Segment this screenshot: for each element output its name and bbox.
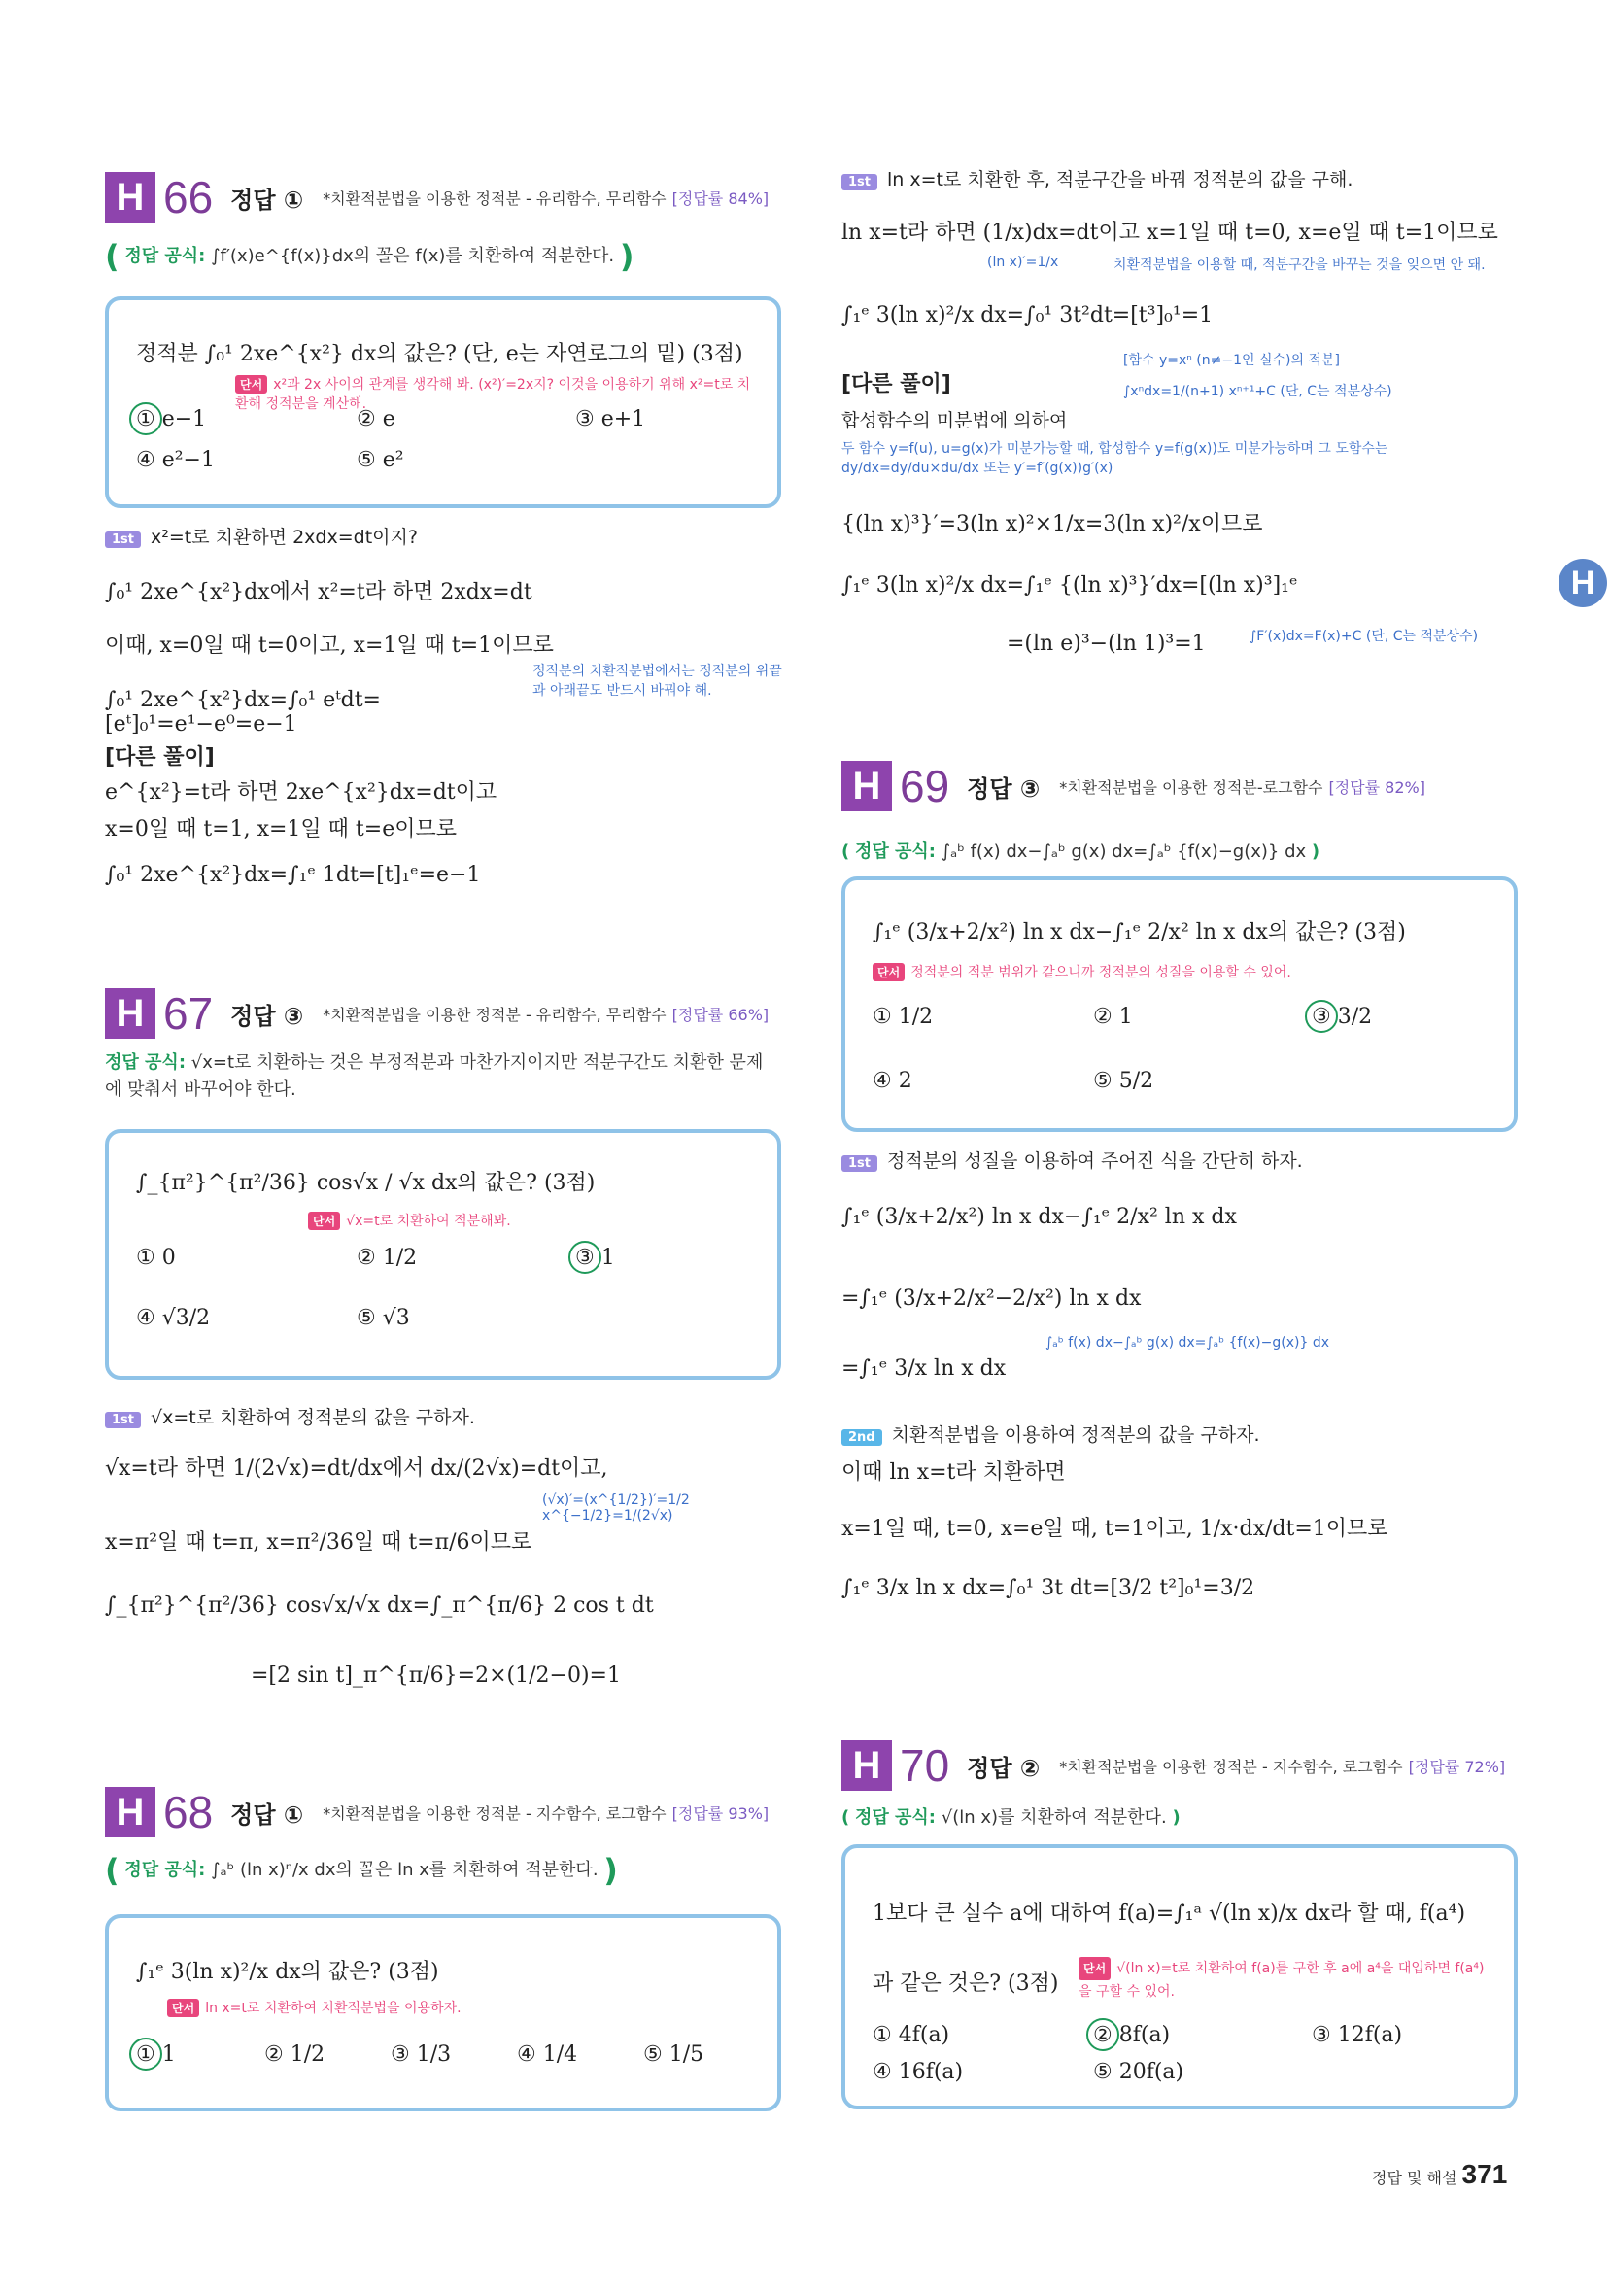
hint: 단서 ln x=t로 치환하여 치환적분법을 이용하자.	[167, 1998, 750, 2017]
accuracy-rate: [정답률 93%]	[671, 1803, 770, 1823]
option-2[interactable]: ② 1	[1093, 1005, 1133, 1029]
hint: 단서 √(ln x)=t로 치환하여 f(a)를 구한 후 a에 a⁴을 대입하면 f(a⁴)을 구할 수 있어.	[1079, 1957, 1487, 2003]
topic-label: *치환적분법을 이용한 정적분 - 지수함수, 로그함수	[323, 1803, 667, 1823]
option-5[interactable]: ⑤ 1/5	[643, 2042, 704, 2067]
hint: 단서 √x=t로 치환하여 적분해봐.	[308, 1211, 755, 1230]
solution-line: ∫₀¹ 2xe^{x²}dx=∫₀¹ eᵗdt=[eᵗ]₀¹=e¹−e⁰=e−1	[105, 688, 381, 737]
answer-formula: ( 정답 공식: ∫f′(x)e^{f(x)}dx의 꼴은 f(x)를 치환하여 적분한다. )	[105, 238, 634, 275]
question-box	[105, 296, 781, 508]
answer-label: 정답 ③	[967, 774, 1041, 803]
solution-note: [함수 y=xⁿ (n≠−1인 실수)의 적분]	[1123, 353, 1340, 368]
question-text: 정적분 ∫₀¹ 2xe^{x²} dx의 값은? (단, e는 자연로그의 밑) (3점)	[136, 342, 743, 366]
solution-line: =[2 sin t]_π^{π/6}=2×(1/2−0)=1	[251, 1663, 621, 1688]
solution-line: √x=t라 하면 1/(2√x)=dt/dx에서 dx/(2√x)=dt이고,	[105, 1456, 608, 1481]
solution-line: ∫₀¹ 2xe^{x²}dx에서 x²=t라 하면 2xdx=dt	[105, 580, 532, 604]
question-box	[841, 1844, 1518, 2109]
option-5[interactable]: ⑤ √3	[357, 1306, 410, 1330]
option-1[interactable]: ① 4f(a)	[873, 2023, 950, 2047]
solution-line: x=1일 때, t=0, x=e일 때, t=1이고, 1/x·dx/dt=1이므로	[841, 1517, 1388, 1541]
problem-badge: H	[841, 1740, 892, 1791]
problem-68-header	[105, 1786, 785, 1838]
problem-number: 68	[163, 1787, 214, 1837]
alt-solution-line: ∫₁ᵉ 3(ln x)²/x dx=∫₁ᵉ {(ln x)³}′dx=[(ln x)³]₁ᵉ	[841, 573, 1298, 598]
problem-badge: H	[105, 1787, 155, 1837]
hint: 단서 x²과 2x 사이의 관계를 생각해 봐. (x²)′=2x지? 이것을 이용하기 위해 x²=t로 치환해 정적분을 계산해.	[235, 377, 751, 412]
solution-note: ∫xⁿdx=1/(n+1) xⁿ⁺¹+C (단, C는 적분상수)	[1123, 384, 1392, 399]
option-3[interactable]: ③ 1/3	[391, 2042, 452, 2067]
solution-line: =∫₁ᵉ (3/x+2/x²−2/x²) ln x dx	[841, 1286, 1142, 1311]
option-3[interactable]: ③ e+1	[575, 407, 646, 431]
option-4[interactable]: ④ e²−1	[136, 448, 215, 472]
solution-line: ∫₁ᵉ (3/x+2/x²) ln x dx−∫₁ᵉ 2/x² ln x dx	[841, 1205, 1237, 1229]
option-4[interactable]: ④ 1/4	[517, 2042, 578, 2067]
question-box	[105, 1129, 781, 1380]
option-3[interactable]: ③ 12f(a)	[1312, 2023, 1403, 2047]
alt-solution-note: 두 함수 y=f(u), u=g(x)가 미분가능할 때, 합성함수 y=f(g(x))도 미분가능하며 그 도함수는 dy/dx=dy/du×du/dx 또는 y′=f′(g(x))g′(x)	[841, 441, 1388, 476]
answer-label: 정답 ②	[967, 1754, 1041, 1782]
answer-formula: ( 정답 공식: ∫ₐᵇ (ln x)ⁿ/x dx의 꼴은 ln x를 치환하여 적분한다. )	[105, 1852, 618, 1889]
solution-step: 1st x²=t로 치환하면 2xdx=dt이지?	[105, 523, 418, 549]
option-5[interactable]: ⑤ 20f(a)	[1093, 2060, 1184, 2084]
question-text-continued: 과 같은 것은? (3점)	[873, 1971, 1059, 1996]
problem-badge: H	[105, 172, 155, 223]
solution-line: ∫₁ᵉ 3(ln x)²/x dx=∫₀¹ 3t²dt=[t³]₀¹=1	[841, 303, 1214, 327]
problem-69-header	[841, 760, 1522, 812]
alt-solution-line: x=0일 때 t=1, x=1일 때 t=e이므로	[105, 817, 457, 841]
option-4[interactable]: ④ 16f(a)	[873, 2060, 964, 2084]
solution-line: 이때, x=0일 때 t=0이고, x=1일 때 t=1이므로	[105, 634, 554, 658]
answer-formula: ( 정답 공식: √(ln x)를 치환하여 적분한다. )	[841, 1807, 1181, 1828]
option-2[interactable]: ② 1/2	[357, 1246, 418, 1270]
page-number: 371	[1461, 2159, 1508, 2189]
answer-label: 정답 ③	[230, 1002, 304, 1030]
question-text: ∫₁ᵉ (3/x+2/x²) ln x dx−∫₁ᵉ 2/x² ln x dx의 값은? (3점)	[873, 920, 1406, 944]
solution-line: x=π²일 때 t=π, x=π²/36일 때 t=π/6이므로	[105, 1530, 532, 1555]
problem-number: 69	[900, 761, 950, 811]
answer-formula: 정답 공식: √x=t로 치환하는 것은 부정적분과 마찬가지이지만 적분구간도 치환한 문제에 맞춰서 바꾸어야 한다.	[105, 1052, 764, 1100]
solution-step: 1st ln x=t로 치환한 후, 적분구간을 바꿔 정적분의 값을 구해.	[841, 165, 1353, 191]
page-footer	[1372, 2159, 1507, 2190]
option-1[interactable]: ① 1	[136, 2042, 176, 2067]
solution-step: 1st √x=t로 치환하여 정적분의 값을 구하자.	[105, 1403, 475, 1429]
solution-step: 2nd 치환적분법을 이용하여 정적분의 값을 구하자.	[841, 1421, 1260, 1447]
option-4[interactable]: ④ 2	[873, 1069, 912, 1093]
problem-number: 70	[900, 1740, 950, 1791]
option-3[interactable]: ③ 1	[575, 1246, 615, 1270]
solution-note: (√x)′=(x^{1/2})′=1/2 x^{−1/2}=1/(2√x)	[542, 1492, 690, 1524]
question-text: ∫₁ᵉ 3(ln x)²/x dx의 값은? (3점)	[136, 1960, 439, 1984]
answer-label: 정답 ①	[230, 186, 304, 214]
solution-note: ∫ₐᵇ f(x) dx−∫ₐᵇ g(x) dx=∫ₐᵇ {f(x)−g(x)} dx	[1045, 1335, 1330, 1351]
solution-note: 정적분의 치환적분법에서는 정적분의 위끝과 아래끝도 반드시 바꿔야 해.	[532, 664, 782, 699]
option-1[interactable]: ① 0	[136, 1246, 176, 1270]
alt-solution-side-note: ∫F′(x)dx=F(x)+C (단, C는 적분상수)	[1250, 629, 1479, 644]
alt-solution-line: =(ln e)³−(ln 1)³=1	[1007, 632, 1206, 656]
option-2[interactable]: ② 1/2	[264, 2042, 325, 2067]
problem-67-header	[105, 987, 785, 1040]
topic-label: *치환적분법을 이용한 정적분-로그함수	[1059, 777, 1323, 797]
topic-label: *치환적분법을 이용한 정적분 - 지수함수, 로그함수	[1059, 1757, 1403, 1776]
alt-solution-line: {(ln x)³}′=3(ln x)²×1/x=3(ln x)²/x이므로	[841, 512, 1263, 536]
alt-solution-intro: 합성함수의 미분법에 의하여	[841, 410, 1068, 431]
problem-badge: H	[841, 761, 892, 811]
solution-step: 1st 정적분의 성질을 이용하여 주어진 식을 간단히 하자.	[841, 1147, 1303, 1173]
question-box	[105, 1914, 781, 2111]
accuracy-rate: [정답률 72%]	[1408, 1757, 1506, 1776]
footer-label: 정답 및 해설	[1372, 2169, 1457, 2187]
problem-badge: H	[105, 988, 155, 1039]
option-4[interactable]: ④ √3/2	[136, 1306, 211, 1330]
chapter-tab[interactable]: H	[1559, 559, 1607, 607]
question-text: 1보다 큰 실수 a에 대하여 f(a)=∫₁ᵃ √(ln x)/x dx라 할 때, f(a⁴)	[873, 1902, 1466, 1926]
solution-note: (ln x)′=1/x	[987, 255, 1059, 270]
alt-solution-title: [다른 풀이]	[841, 372, 951, 396]
accuracy-rate: [정답률 66%]	[671, 1005, 770, 1024]
alt-solution-line: e^{x²}=t라 하면 2xe^{x²}dx=dt이고	[105, 780, 497, 805]
topic-label: *치환적분법을 이용한 정적분 - 유리함수, 무리함수	[323, 1005, 667, 1024]
solution-line: ∫₁ᵉ 3/x ln x dx=∫₀¹ 3t dt=[3/2 t²]₀¹=3/2	[841, 1576, 1255, 1600]
hint: 단서 정적분의 적분 범위가 같으니까 정적분의 성질을 이용할 수 있어.	[873, 962, 1494, 981]
topic-label: *치환적분법을 이용한 정적분 - 유리함수, 무리함수	[323, 188, 667, 208]
question-box	[841, 876, 1518, 1132]
option-2[interactable]: ② e	[357, 407, 395, 431]
solution-line: ln x=t라 하면 (1/x)dx=dt이고 x=1일 때 t=0, x=e일 때 t=1이므로	[841, 221, 1498, 245]
problem-70-header	[841, 1739, 1522, 1792]
option-5[interactable]: ⑤ 5/2	[1093, 1069, 1154, 1093]
solution-line: =∫₁ᵉ 3/x ln x dx	[841, 1356, 1007, 1381]
option-3[interactable]: ③ 3/2	[1312, 1005, 1373, 1029]
problem-number: 66	[163, 172, 214, 223]
accuracy-rate: [정답률 82%]	[1328, 777, 1425, 797]
solution-line: 이때 ln x=t라 치환하면	[841, 1460, 1066, 1485]
accuracy-rate: [정답률 84%]	[671, 188, 770, 208]
solution-line: ∫_{π²}^{π²/36} cos√x/√x dx=∫_π^{π/6} 2 cos t dt	[105, 1593, 654, 1618]
alt-solution-title: [다른 풀이]	[105, 745, 215, 770]
answer-formula: ( 정답 공식: ∫ₐᵇ f(x) dx−∫ₐᵇ g(x) dx=∫ₐᵇ {f(x)−g(x)} dx )	[841, 841, 1320, 862]
question-text: ∫_{π²}^{π²/36} cos√x / √x dx의 값은? (3점)	[136, 1171, 596, 1195]
problem-number: 67	[163, 988, 214, 1039]
option-5[interactable]: ⑤ e²	[357, 448, 404, 472]
answer-label: 정답 ①	[230, 1800, 304, 1829]
solution-note: 치환적분법을 이용할 때, 적분구간을 바꾸는 것을 잊으면 안 돼.	[1113, 257, 1486, 273]
alt-solution-line: ∫₀¹ 2xe^{x²}dx=∫₁ᵉ 1dt=[t]₁ᵉ=e−1	[105, 863, 481, 887]
option-2[interactable]: ② 8f(a)	[1093, 2023, 1171, 2047]
problem-66-header	[105, 171, 785, 223]
option-1[interactable]: ① 1/2	[873, 1005, 934, 1029]
option-1[interactable]: ① e−1	[136, 407, 207, 431]
